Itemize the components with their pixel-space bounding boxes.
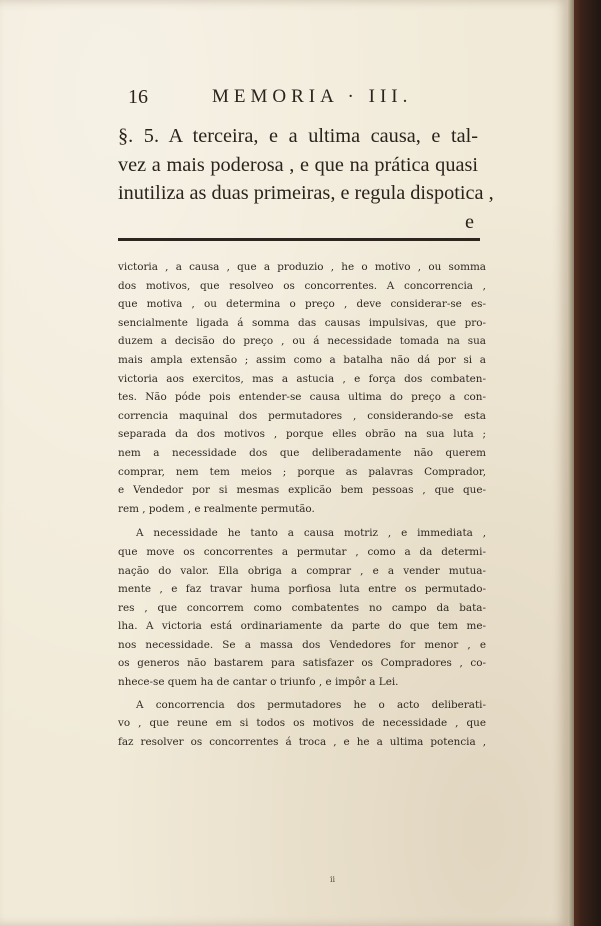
paragraph-1 — [118, 258, 486, 518]
page-edge — [568, 0, 574, 926]
body-text — [118, 258, 486, 751]
text-line: nos necessidade. Se a massa dos Vendedores for menor , e — [118, 638, 486, 651]
text-line: correncia maquinal dos permutadores , considerando-se esta — [118, 409, 486, 422]
text-line: e Vendedor por si mesmas explicão bem pessoas , que que- — [118, 484, 486, 497]
text-line: A necessidade he tanto a causa motriz , e immediata , — [136, 527, 486, 540]
text-line: res , que concorrem como combatentes no campo da bata- — [118, 601, 486, 614]
large-text-line: vez a mais poderosa , e que na prática quasi — [118, 153, 478, 176]
large-type-paragraph — [118, 122, 494, 236]
text-line: nação do valor. Ella obriga a comprar , e a vender mutua- — [118, 564, 486, 577]
book-binding — [568, 0, 601, 926]
running-title: MEMORIA · III. — [212, 86, 413, 107]
text-line: tes. Não póde pois entender-se causa ultima do preço a con- — [118, 391, 486, 404]
text-line: victoria aos exercitos, mas a astucia , e força dos combaten- — [118, 372, 486, 385]
page-number: 16 — [128, 86, 148, 108]
text-line: mente , e faz travar huma porfiosa luta entre os permutado- — [118, 583, 486, 596]
text-line: sencialmente ligada á somma das causas impulsivas, que pro- — [118, 316, 486, 329]
large-text-line: inutiliza as duas primeiras, e regula dispotica , — [118, 182, 494, 204]
text-line: dos motivos, que resolveo os concorrentes. A concorrencia , — [118, 279, 486, 292]
text-line: nem a necessidade dos que deliberadamente não querem — [118, 446, 486, 459]
text-line: separada da dos motivos , porque elles obrão na sua luta ; — [118, 428, 486, 441]
paragraph-2 — [118, 524, 486, 691]
large-text-line: §. 5. A terceira, e a ultima causa, e tal- — [118, 125, 478, 147]
text-line: vo , que reune em si todos os motivos de necessidade , que — [118, 717, 486, 730]
footer-mark: ii — [330, 875, 336, 884]
paragraph-3 — [118, 696, 486, 752]
text-line: mais ampla extensão ; assim como a batalha não dá por si a — [118, 353, 486, 366]
page-header — [118, 80, 478, 120]
text-line: victoria , a causa , que a produzio , he o motivo , ou somma — [118, 261, 486, 273]
catchword: e — [464, 210, 474, 233]
upper-text-block — [118, 80, 494, 236]
text-line: nhece-se quem ha de cantar o triunfo , e impôr a Lei. — [118, 676, 399, 689]
text-line: os generos não bastarem para satisfazer os Compradores , co- — [118, 657, 486, 670]
horizontal-rule — [118, 238, 480, 241]
text-line: que move os concorrentes a permutar , como a da determi- — [118, 545, 486, 558]
text-line: faz resolver os concorrentes á troca , e he a ultima potencia , — [118, 735, 486, 748]
text-line: que motiva , ou determina o preço , deve considerar-se es- — [118, 298, 486, 311]
text-line: A concorrencia dos permutadores he o acto deliberati- — [136, 698, 486, 711]
text-line: rem , podem , e realmente permutão. — [118, 502, 315, 515]
text-line: lha. A victoria está ordinariamente da parte do que tem me- — [118, 620, 486, 633]
text-line: duzem a decisão do preço , ou á necessidade tomada na sua — [118, 335, 486, 348]
text-line: comprar, nem tem meios ; porque as palavras Comprador, — [118, 465, 486, 478]
